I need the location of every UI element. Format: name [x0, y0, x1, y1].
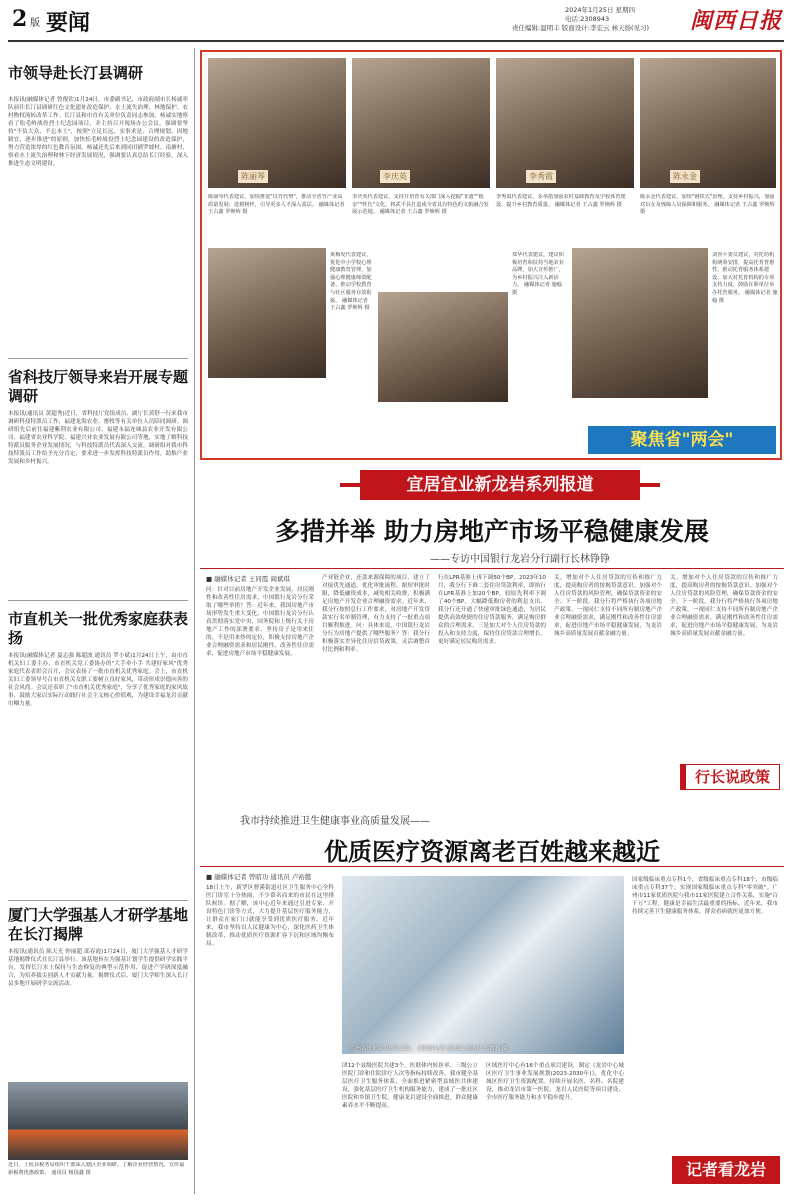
article-body: 问：针对目前房地产开发企业发展、居民刚性和改善性住房需求，中国银行龙岩分行采取了哪些举措？答：近年来，我国房地产市场形势发生重大变化。中国银行龙岩分行认真贯彻落实党中央、国务院和上级行关于房地产工作的部署要求，坚持房子是用来住的、不是用来炒的定位，积极支持房地产企业合理融资需求和居民刚性、改善性住房需求，促进房地产市场平稳健康发展。	[206, 587, 314, 657]
article-title: 市直机关一批优秀家庭获表扬	[8, 610, 189, 647]
kicker: 我市持续推进卫生健康事业高质量发展——	[240, 816, 430, 827]
photo-caption: 陈丽琴代表建议，加快推进"以竹代塑"，推动全省竹产业高质量发展；选树榜样，引导更多人才深入基层。 融媒体记者 王占鑫 罗焕辉 摄	[208, 194, 345, 216]
photo-caption: 黄梅发代表建议，优化中小学校心理健康教育管理，加强心理健康师资配备，推动学校教育与社区服务有效衔接。 融媒体记者 王占鑫 罗焕辉 摄	[330, 252, 372, 312]
delegate-photo	[640, 58, 776, 188]
article-body: 本报讯(融媒体记者 曾俊钦)1月24日，市委副书记、市政府副市长杨诚率队前往长汀县调研红色文化遗址改造保护、水土流失治理、林地保护、农村物权流转改革工作。长汀县和市直有关单位负责同志参加。杨诚实地察看了松毛岭战役烈士纪念园项目，并主持召开现场办公会议，强调要坚持"不负大众、不忘本土"，按照"立足长远、实事求是、合理规划、因地制宜、逐步推进"的原则，加快松毛岭战役烈士纪念园建设的改造保护，努力营造浓厚的红色教育氛围。杨诚还先后来到同田铺罗坡村、南塘村，察看水土流失治理和林下经济发展情况，强调要认真总结长汀经验，深入推进生态文明建设。	[8, 97, 188, 167]
divider	[8, 600, 188, 601]
column-tag: 记者看龙岩	[672, 1156, 780, 1184]
name-placard: 陈永金	[670, 170, 700, 183]
column-divider	[194, 48, 195, 1194]
delegate-photo	[208, 248, 326, 378]
article-body: 团12个县级医院共建3个，医联体内转诊率、三级公立医院门诊和住院诊疗人次等指标持续改善。我市健全基层医疗卫生服务体系，全面推进紧密型县域医共体建设，强化基层医疗卫生机构服务能力，建成了一批社区医院和乡镇卫生院。健康龙岩建设全面推进，群众健康素养水平不断提高。	[342, 1063, 478, 1109]
photo-caption: 广州名医来岩为市民义诊。 融媒体记者 郭庆斌 通讯员 郭君君 摄	[350, 1046, 508, 1052]
name-placard: 李庆英	[380, 170, 410, 183]
article-body: 关。增加对个人住房贷款的宣传和推广力度，提高购房者的按揭贷款意识。加强对个人住房贷款的风险管理，确保贷款资金的安全。下一阶段，我分行将严格执行各项房地产政策，一视同仁支持不同所有制房地产企业合理融资需求，满足刚性和改善性住房需求，促进房地产市场平稳健康发展，为龙岩城乡高质量发展贡献金融力量。	[554, 575, 662, 637]
article-title: 厦门大学强基人才研学基地在长汀揭牌	[8, 906, 189, 943]
headline: 多措并举 助力房地产市场平稳健康发展	[275, 517, 709, 546]
headline-rule	[200, 568, 784, 569]
byline: ■ 融媒体记者 曾昭功 通讯员 卢裕懿	[206, 873, 312, 881]
delegate-photo	[572, 248, 708, 398]
issue-date: 2024年1月25日 星期四	[565, 6, 636, 14]
phone: 电话:2308943	[565, 15, 610, 23]
left-column	[8, 48, 188, 1194]
delegate-photo	[496, 58, 634, 188]
photo-caption: 郑华代表建议，建议积极培育和扶持当地农业品牌，加大宣传推广，为乡村振兴注入新活力。 融媒体记者 施翰 摄	[512, 252, 564, 296]
headline-rule	[200, 866, 784, 867]
article-healthcare	[200, 812, 784, 1194]
delegate-photo	[208, 58, 346, 188]
article-housing	[200, 506, 784, 810]
article-body: 本报讯(通讯员 黄超秀)近日，省科技厅党组成员、副厅长黄舒一行来我市调研科技特派员工作，福建龙海农业、畜牧等有关单位人员陪同调研。调研组先后前往福建紫荆农业有限公司、福建永福连城县农业开发有限公司、福建省农业科学院、福建兴业农业发展有限公司等地，实地了解科技特派员服务企业发展情况，与科技特派员代表深入交流。调研组对我市科技特派员工作给予充分肯定，要求进一步发挥科技特派员作用，助推产业发展和乡村振兴。	[8, 411, 188, 465]
newspaper-logo: 闽西日报	[690, 8, 783, 34]
article-body: 18日上午，新罗区曹溪街道社区卫生服务中心全科医门诊室十分热闹，不少慕名而来的市民在这里排队候诊。据了解，该中心近年来通过引进专家、开设特色门诊等方式，大力提升基层医疗服务能力，让群众在家门口就能享受到优质医疗服务。近年来，我市坚持以人民健康为中心，深化医药卫生体制改革，推动优质医疗资源扩容下沉和区域均衡布局。	[206, 885, 334, 947]
masthead-rule	[8, 40, 784, 42]
photo-caption: 李秀霞代表建议，多举措加强农村基础教育及学校体育建设，提升乡村教育质量。 融媒体记者 王占鑫 罗焕辉 摄	[496, 194, 626, 208]
news-photo	[342, 876, 624, 1054]
headline: 优质医疗资源离老百姓越来越近	[324, 837, 660, 866]
article-body: 本报讯(融媒体记者 夏志强 陈超波 通讯员 罗小斌)1月24日上午，由市直机关妇工委主办，市直机关党工委协办的"大手牵小手 共建好家风"优秀家庭代表表彰会召开，会议表扬了一批市直机关优秀家庭。会上，市直机关妇工委领导号召市直机关女职工要树立良好家风，带动形成崇德向善的社会风尚。会议还表彰了"市直机关优秀家庭"，分享了优秀家庭的家风故事，鼓励大家以实际行动践行社会主义核心价值观，为建设幸福龙岩贡献巾帼力量。	[8, 653, 188, 707]
column-tag: 行长说政策	[680, 764, 780, 790]
article-body: 行在LPR基准上再下调50个BP，2023年10月，我分行下调二套住房贷款利率，即执行在LPR基准上加20个BP，较原先利率下调了40个BP。大幅降低购房者的利息支出。我分行还开通了快速审批绿色通道，为居民提供高效便捷的住房贷款服务，满足购房群众的合理需求。三是加大对个人住房贷款的投入和支持力度，保持住房贷款合理增长，更好满足居民购房需求。	[438, 575, 546, 645]
article-title: 市领导赴长汀县调研	[8, 64, 144, 82]
lianghui-photo-block	[200, 50, 782, 460]
article-body: 产业链企业，还款来源保障的项目，建立了对接优先通道，优化审批流程，缩短审批时限，降低融资成本，减免相关收费，积极满足房地产开发企业合理融资需求。近年来，我分行按照总行工作要求，对房地产开发贷款实行名单制管理，有力支持了一批重点项目顺利推进。问：具体来说，中国银行龙岩分行为房地产提供了哪些服务？答：我分行积极落实差异化住房信贷政策，灵活调整首付比例和利率。	[322, 575, 430, 653]
photo-caption: 近日，上杭县税务局组织干部深入辖区企业调研，了解企业经营情况，宣传最新税费优惠政策。 通讯员 杨国鑫 摄	[8, 1162, 185, 1176]
photo-caption: 陈永金代表建议，加快"钢铁式"治理，支持乡村振兴，加强对妇女及残障人员保障和服务。 融媒体记者 王占鑫 罗焕辉 摄	[640, 194, 775, 216]
page-unit: 版	[30, 18, 40, 29]
series-banner	[340, 470, 660, 500]
article-body: 本报讯(通讯员 陈天光 钟丽超 邱春霞)1月24日，厦门大学强基人才研学基地揭牌仪式在长汀县举行。该基地旨在为强基计划学生提供研学实践平台，发挥长汀水土保持与生态修复的典型示范作用，促进产学研深度融合，为培养拔尖创新人才贡献力量。揭牌仪式后，厦门大学师生深入长汀县多地开展研学交流活动。	[8, 949, 188, 987]
name-placard: 李秀霞	[526, 170, 556, 183]
masthead	[0, 0, 790, 44]
news-photo	[8, 1082, 188, 1160]
subtitle: ——专访中国银行龙岩分行副行长林铮铮	[430, 554, 610, 565]
divider	[8, 900, 188, 901]
byline: ■ 融媒体记者 王同霞 阎斌琪	[206, 575, 290, 583]
article-title: 省科技厅领导来岩开展专题调研	[8, 368, 189, 405]
editors-line: 责任编辑:温明丰 版面设计:李宏云 林天扬(见习)	[512, 24, 650, 32]
article-body: 国家级临床重点专科1个，省级临床重点专科18个，市级临床重点专科37个。实现国家级临床重点专科"零突破"。广州市11家优质医院与我市11家医院建立合作关系，实施"百千万"工程。健康是幸福生活最重要的指标。近年来，我市持续完善卫生健康服务体系，群众看病就医更加方便。	[632, 877, 778, 915]
photo-caption: 刘喜平委员建议，对托幼机构统筹安排，提高托育普惠性，推动托育服务体系建设，加大对托育机构的专项支持力度，鼓励在职单位举办托育服务。 融媒体记者 施翰 摄	[712, 252, 778, 304]
delegate-photo	[352, 58, 490, 188]
divider	[8, 358, 188, 359]
banner-title: 宜居宜业新龙岩系列报道	[360, 470, 640, 500]
section-title: 要闻	[46, 10, 91, 36]
article-body: 区域医疗中心有16个重点项目建设，制定《龙岩中心城区医疗卫生事业发展规划(2023-2030年)》，优化中心城区医疗卫生资源配置。持续开展名医、名科、名院建设，推动龙岩市第一医院、龙岩人民医院等项目建设，全市医疗服务能力和水平稳步提升。	[486, 1063, 624, 1101]
page-number: 2	[12, 6, 28, 32]
photo-caption: 李庆英代表建议，支持并培育有关部门深入挖掘"非遗""根亲""姓氏"文化，将武平县打造成全省具有特色的文旅融合发展示范地。 融媒体记者 王占鑫 罗焕辉 摄	[352, 194, 489, 216]
article-body: 关。增加对个人住房贷款的宣传和推广力度，提高购房者的按揭贷款意识。加强对个人住房贷款的风险管理，确保贷款资金的安全。下一阶段，我分行将严格执行各项房地产政策，一视同仁支持不同所有制房地产企业合理融资需求，满足刚性和改善性住房需求，促进房地产市场平稳健康发展，为龙岩城乡高质量发展贡献金融力量。	[670, 575, 778, 637]
name-placard: 陈丽琴	[238, 170, 268, 183]
delegate-photo	[378, 292, 508, 402]
section-label: 聚焦省"两会"	[588, 426, 776, 454]
